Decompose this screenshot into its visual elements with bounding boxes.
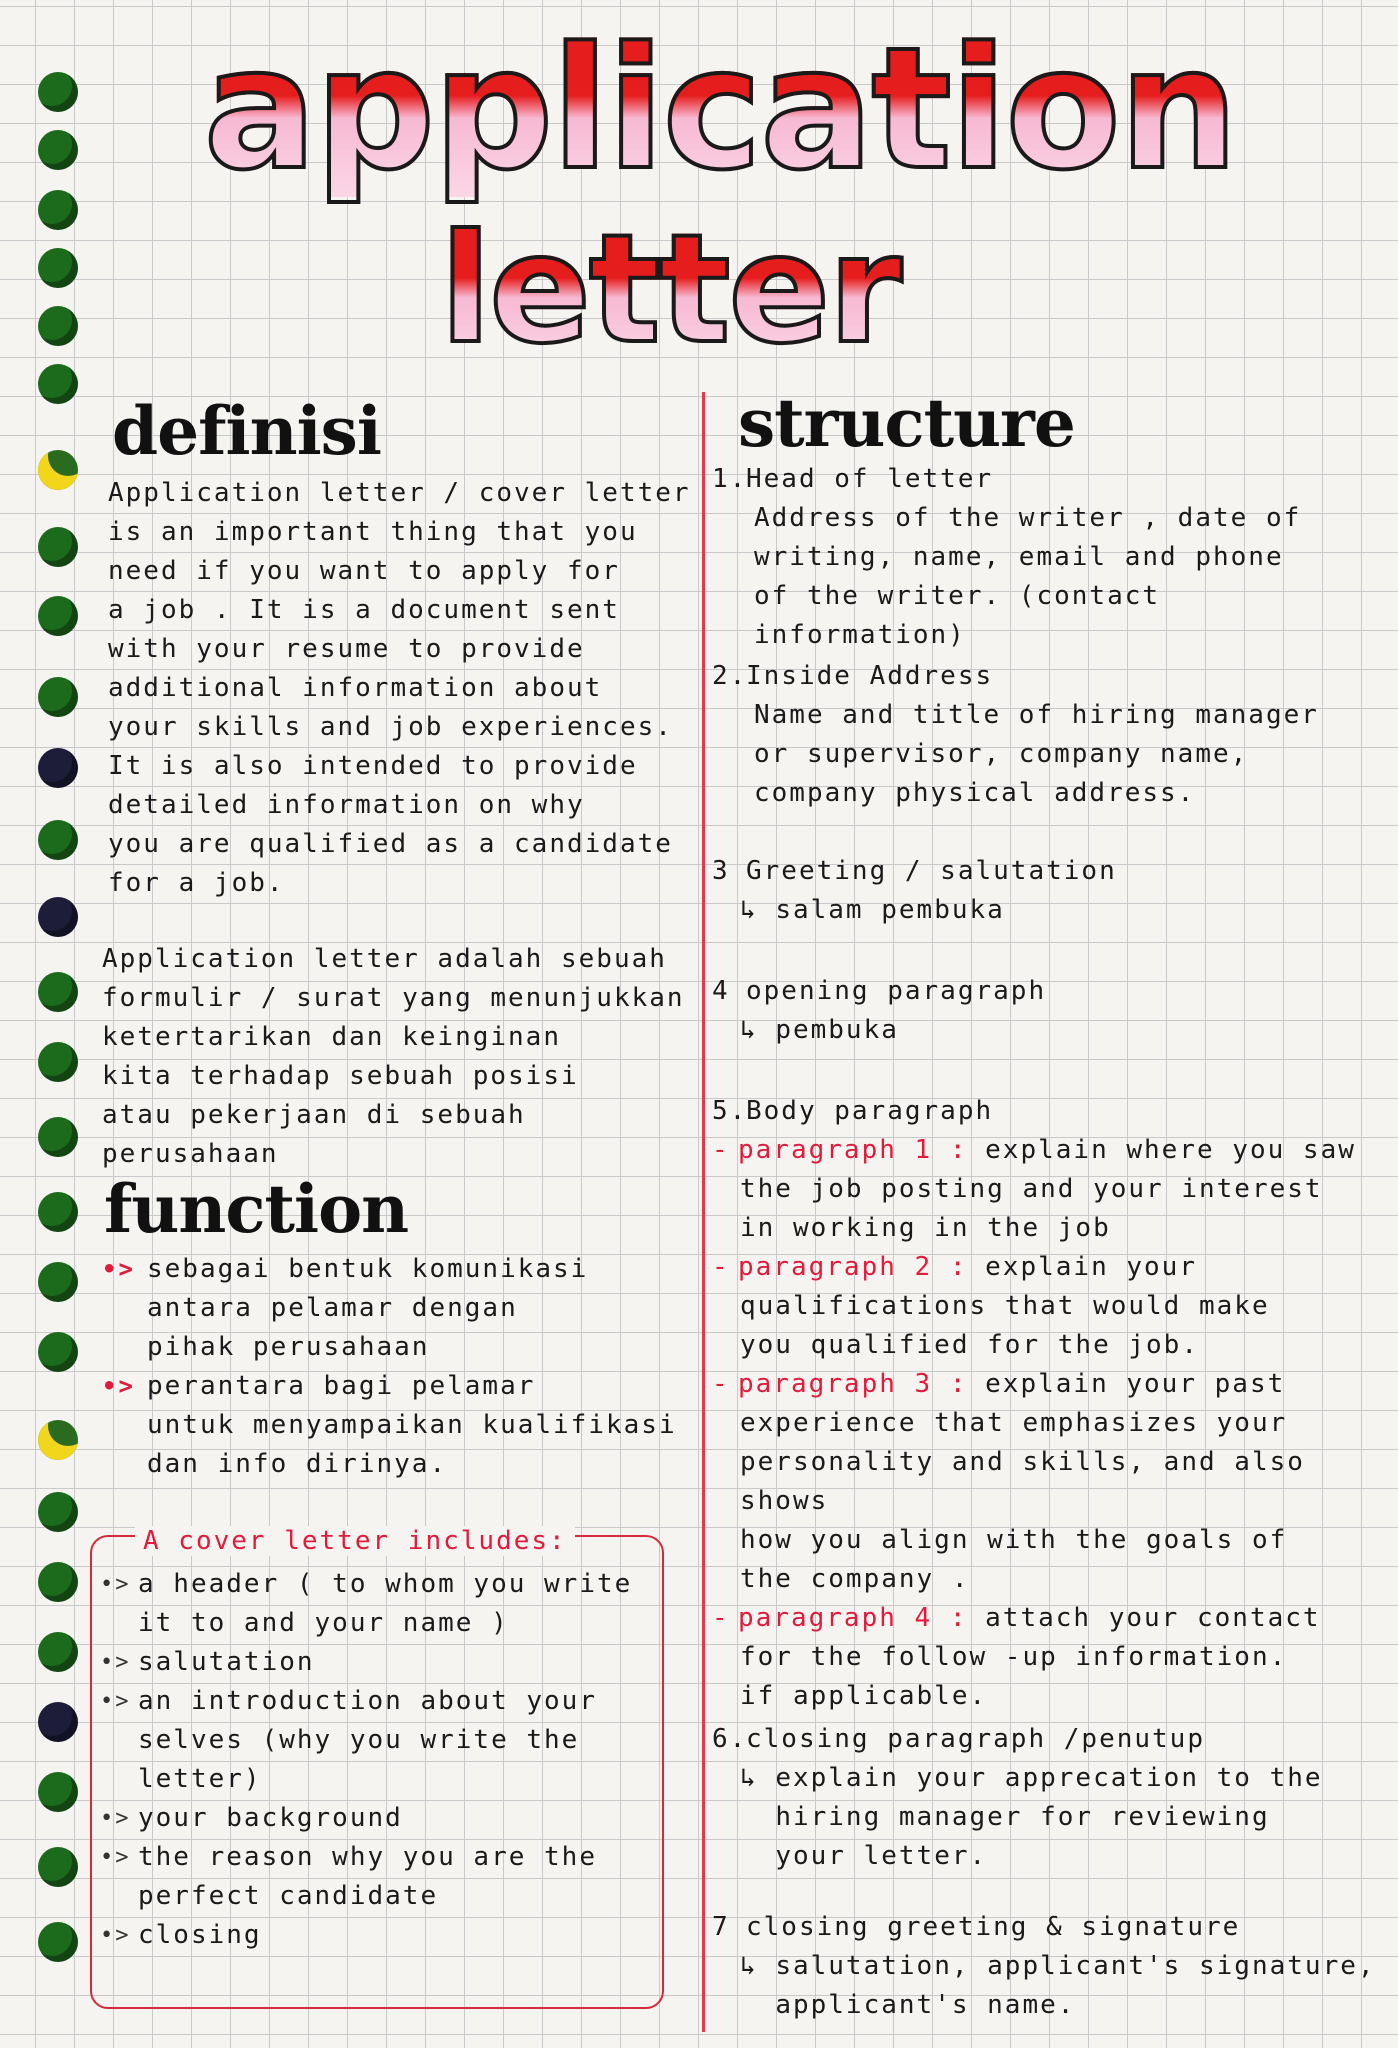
margin-dot [38,1117,78,1157]
margin-dot [38,248,78,288]
margin-dot [38,450,78,490]
margin-dot [38,677,78,717]
arrow-icon: •> [100,1689,131,1714]
arrow-icon: ↳ [740,1015,776,1045]
margin-dot [38,1922,78,1962]
structure-item-6: 6.closing paragraph /penutup ↳ explain your apprecation to the hiring manager for reviewing your letter. [712,1720,1382,1876]
margin-dot [38,190,78,230]
margin-dot [38,1262,78,1302]
structure-item-3: 3 Greeting / salutation ↳ salam pembuka [712,856,1117,925]
arrow-icon: ↳ [740,1763,776,1793]
function-item: •> sebagai bentuk komunikasi antara pelamar dengan pihak perusahaan [102,1250,702,1367]
definisi-paragraph-1: Application letter / cover letter is an important thing that you need if you want to apply for a job . It is a document sent with your resume to provide additional information about your skills and job experiences. It is also intended to provide detailed information on why you are qualified as a candidate for a job. [108,478,691,898]
arrow-icon: ↳ [740,895,776,925]
arrow-icon: •> [100,1572,131,1597]
arrow-icon: •> [102,1255,135,1283]
definisi-heading: definisi [112,392,381,470]
margin-dot [38,972,78,1012]
margin-dots [38,72,78,1992]
structure-item-2: 2.Inside Address Name and title of hiring manager or supervisor, company name, company physical address. [712,661,1319,808]
structure-item-4: 4 opening paragraph ↳ pembuka [712,976,1047,1045]
margin-dot [38,72,78,112]
margin-dot [38,1847,78,1887]
margin-dot [38,306,78,346]
cover-letter-box-label: A cover letter includes: [135,1526,575,1556]
list-item: •> your background [100,1799,660,1838]
margin-dot [38,748,78,788]
function-list [102,1250,702,1484]
arrow-icon: •> [100,1650,131,1675]
margin-dot [38,1492,78,1532]
structure-item-5: 5.Body paragraph - paragraph 1 : explain where you saw the job posting and your interest in working in the job - paragraph 2 : explain your qualifications that would make you qualified for the job. - paragraph 3 : explain your past experience that emphasizes your personality and skills, and also shows how you align with the goals of the company . - paragraph 4 : attach your contact for the follow -up information. if applicable. [712,1096,1356,1711]
margin-dot [38,1420,78,1460]
column-divider [702,392,705,2032]
arrow-icon: •> [100,1845,131,1870]
margin-dot [38,1702,78,1742]
margin-dot [38,1562,78,1602]
structure-heading: structure [738,384,1075,462]
margin-dot [38,596,78,636]
definisi-paragraph-2: Application letter adalah sebuah formulir / surat yang menunjukkan ketertarikan dan keinginan kita terhadap sebuah posisi atau pekerjaan di sebuah perusahaan [102,944,685,1169]
margin-dot [38,1192,78,1232]
cover-letter-list [100,1565,660,1955]
list-item: •> salutation [100,1643,660,1682]
margin-dot [38,527,78,567]
margin-dot [38,1042,78,1082]
arrow-icon: •> [100,1923,131,1948]
list-item: •> a header ( to whom you write it to and your name ) [100,1565,660,1643]
list-item: •> the reason why you are the perfect candidate [100,1838,660,1916]
margin-dot [38,364,78,404]
arrow-icon: ↳ [740,1951,776,1981]
structure-item-1: 1.Head of letter Address of the writer , date of writing, name, email and phone of the writer. (contact information) [712,464,1302,650]
function-item: •> perantara bagi pelamar untuk menyampaikan kualifikasi dan info dirinya. [102,1367,702,1484]
margin-dot [38,820,78,860]
margin-dot [38,897,78,937]
arrow-icon: •> [100,1806,131,1831]
arrow-icon: •> [102,1372,135,1400]
function-heading: function [104,1170,409,1248]
structure-item-7: 7 closing greeting & signature ↳ salutation, applicant's signature, applicant's name. [712,1908,1382,2025]
list-item: •> closing [100,1916,660,1955]
margin-dot [38,130,78,170]
page-title-line2: letter [360,215,980,365]
list-item: •> an introduction about your selves (why you write the letter) [100,1682,660,1799]
page-title-line1: application [100,22,1340,197]
margin-dot [38,1632,78,1672]
margin-dot [38,1332,78,1372]
margin-dot [38,1772,78,1812]
